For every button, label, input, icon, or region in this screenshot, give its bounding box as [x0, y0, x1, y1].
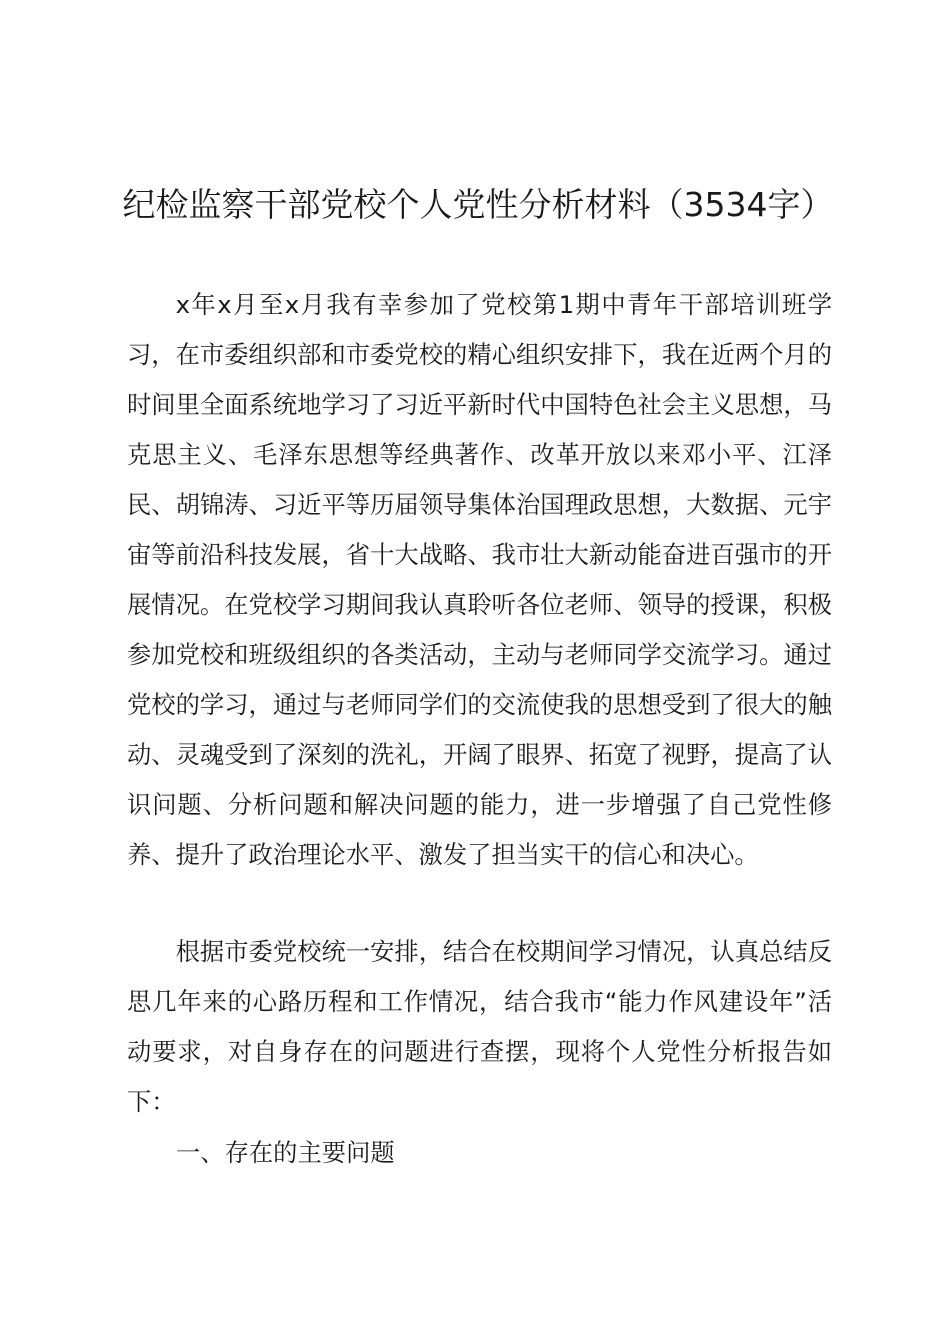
- paragraph-arrangement: 根据市委党校统一安排，结合在校期间学习情况，认真总结反思几年来的心路历程和工作情况，结合我市“能力作风建设年”活动要求，对自身存在的问题进行查摆，现将个人党性分析报告如下：: [127, 937, 832, 1116]
- paragraph-intro: x年x月至x月我有幸参加了党校第1期中青年干部培训班学习，在市委组织部和市委党校的精心组织安排下，我在近两个月的时间里全面系统地学习了习近平新时代中国特色社会主义思想，马克思主义、毛泽东思想等经典著作、改革开放以来邓小平、江泽民、胡锦涛、习近平等历届领导集体治国理政思想，大数据、元宇宙等前沿科技发展，省十大战略、我市壮大新动能奋进百强市的开展情况。在党校学习期间我认真聆听各位老师、领导的授课，积极参加党校和班级组织的各类活动，主动与老师同学交流学习。通过党校的学习，通过与老师同学们的交流使我的思想受到了很大的触动、灵魂受到了深刻的洗礼，开阔了眼界、拓宽了视野，提高了认识问题、分析问题和解决问题的能力，进一步增强了自己党性修养、提升了政治理论水平、激发了担当实干的信心和决心。: [127, 290, 832, 869]
- section-heading: 一、存在的主要问题: [176, 1138, 395, 1167]
- document-title: 纪检监察干部党校个人党性分析材料（3534字）: [122, 185, 834, 224]
